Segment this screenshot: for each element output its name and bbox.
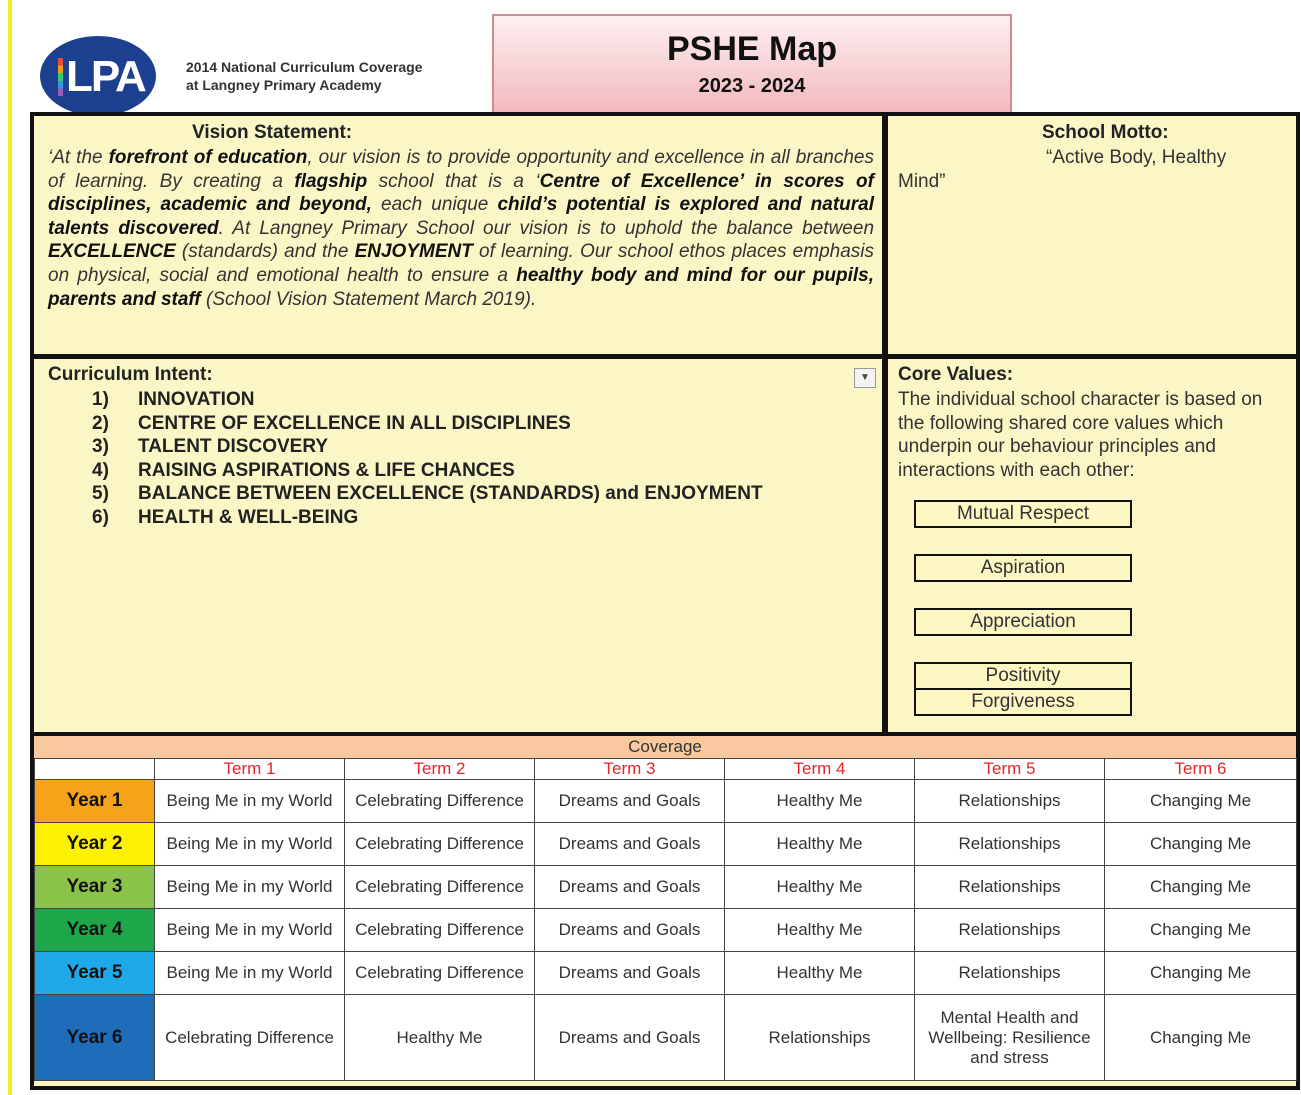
core-values-text: The individual school character is based on the following shared core values which underpin our behaviour principles and interactions with each other: (898, 389, 1263, 481)
divider (34, 354, 1296, 359)
table-row (35, 780, 1297, 823)
intent-item-number: 6) (92, 506, 109, 528)
value-box: Aspiration (914, 554, 1132, 582)
title-box (492, 14, 1012, 114)
vision-panel (36, 118, 882, 354)
topic-cell: Being Me in my World (155, 780, 345, 823)
topic-cell: Celebrating Difference (155, 995, 345, 1081)
topic-cell: Dreams and Goals (535, 909, 725, 952)
term-header: Term 6 (1105, 759, 1297, 780)
term-header: Term 5 (915, 759, 1105, 780)
value-box: Appreciation (914, 608, 1132, 636)
topic-cell: Celebrating Difference (345, 909, 535, 952)
coverage-body (35, 780, 1297, 1081)
intent-panel (36, 360, 882, 732)
table-row (35, 952, 1297, 995)
topic-cell: Dreams and Goals (535, 780, 725, 823)
topic-cell: Being Me in my World (155, 909, 345, 952)
map-frame (30, 112, 1300, 1090)
topic-cell: Healthy Me (725, 780, 915, 823)
motto-panel (890, 118, 1294, 354)
topic-cell: Changing Me (1105, 780, 1297, 823)
topic-cell: Healthy Me (345, 995, 535, 1081)
topic-cell: Celebrating Difference (345, 952, 535, 995)
topic-cell: Changing Me (1105, 823, 1297, 866)
topic-cell: Healthy Me (725, 952, 915, 995)
topic-cell: Celebrating Difference (345, 866, 535, 909)
logo-stripe (58, 58, 63, 96)
intent-item-number: 2) (92, 412, 109, 434)
intent-item-label: INNOVATION (138, 389, 255, 410)
term-header: Term 1 (155, 759, 345, 780)
value-box: Forgiveness (914, 688, 1132, 716)
topic-cell: Dreams and Goals (535, 952, 725, 995)
year-label: Year 4 (35, 909, 155, 952)
topic-cell: Being Me in my World (155, 823, 345, 866)
intent-item-number: 5) (92, 483, 109, 504)
topic-cell: Relationships (915, 780, 1105, 823)
intent-item-number: 4) (92, 459, 109, 481)
core-values-heading: Core Values: (898, 364, 1014, 385)
topic-cell: Celebrating Difference (345, 823, 535, 866)
intent-item-number: 1) (92, 389, 109, 410)
year-label: Year 1 (35, 780, 155, 823)
topic-cell: Healthy Me (725, 909, 915, 952)
logo-letters: LPA (66, 52, 145, 101)
chevron-down-icon[interactable]: ▼ (854, 368, 876, 388)
vision-heading: Vision Statement: (192, 122, 353, 143)
topic-cell: Being Me in my World (155, 866, 345, 909)
topic-cell: Being Me in my World (155, 952, 345, 995)
topic-cell: Relationships (915, 866, 1105, 909)
term-header-row (35, 759, 1297, 780)
table-row (35, 823, 1297, 866)
year-label: Year 5 (35, 952, 155, 995)
topic-cell: Dreams and Goals (535, 866, 725, 909)
topic-cell: Dreams and Goals (535, 823, 725, 866)
year-label: Year 6 (35, 995, 155, 1081)
table-row (35, 909, 1297, 952)
school-logo (40, 36, 156, 116)
motto-heading: School Motto: (1042, 122, 1169, 143)
topic-cell: Relationships (915, 909, 1105, 952)
topic-cell: Healthy Me (725, 823, 915, 866)
intent-item-number: 3) (92, 436, 109, 457)
term-header: Term 2 (345, 759, 535, 780)
term-header: Term 4 (725, 759, 915, 780)
topic-cell: Mental Health and Wellbeing: Resilience and stress (915, 995, 1105, 1081)
term-header-blank (35, 759, 155, 780)
year-label: Year 3 (35, 866, 155, 909)
intent-item-label: HEALTH & WELL-BEING (138, 506, 359, 528)
topic-cell: Relationships (915, 952, 1105, 995)
topic-cell: Changing Me (1105, 909, 1297, 952)
intent-heading: Curriculum Intent: (48, 364, 213, 385)
table-row (35, 995, 1297, 1081)
topic-cell: Changing Me (1105, 952, 1297, 995)
coverage-title-bar: Coverage (34, 736, 1296, 758)
coverage-title: 2014 National Curriculum Coverage at Langney Primary Academy (186, 59, 423, 93)
core-values-panel (890, 360, 1294, 732)
intent-item (92, 388, 792, 412)
divider (882, 116, 888, 736)
intent-item (92, 459, 792, 483)
page-title: PSHE Map (666, 30, 838, 68)
intent-item (92, 435, 792, 459)
vision-text: ‘At the forefront of education, our vision is to provide opportunity and excellence in all branches of learning. By creating a flagship school that is a ‘Centre of Excellence’ in scores of disciplines, academic and beyond, each unique child’s potential is explored and natural talents discovered. At Langney Primary School our vision is to uphold the balance between EXCELLENCE (standards) and the ENJOYMENT of learning. Our school ethos places emphasis on physical, social and emotional health to ensure a healthy body and mind for our pupils, parents and staff (School Vision Statement March 2019). (48, 147, 875, 310)
intent-item (92, 412, 792, 436)
topic-cell: Changing Me (1105, 866, 1297, 909)
value-box: Positivity (914, 662, 1132, 690)
topic-cell: Celebrating Difference (345, 780, 535, 823)
topic-cell: Dreams and Goals (535, 995, 725, 1081)
topic-cell: Relationships (915, 823, 1105, 866)
year-range: 2023 - 2024 (698, 75, 806, 97)
topic-cell: Healthy Me (725, 866, 915, 909)
topic-cell: Relationships (725, 995, 915, 1081)
topic-cell: Changing Me (1105, 995, 1297, 1081)
intent-list (92, 388, 792, 529)
year-label: Year 2 (35, 823, 155, 866)
margin-rule (8, 0, 12, 1095)
coverage-table (34, 758, 1297, 1081)
intent-item-label: RAISING ASPIRATIONS & LIFE CHANCES (138, 459, 515, 481)
intent-item-label: TALENT DISCOVERY (138, 436, 329, 457)
table-row (35, 866, 1297, 909)
term-header: Term 3 (535, 759, 725, 780)
intent-item-label: CENTRE OF EXCELLENCE IN ALL DISCIPLINES (138, 412, 571, 434)
value-box: Mutual Respect (914, 500, 1132, 528)
intent-item (92, 506, 792, 530)
intent-item-label: BALANCE BETWEEN EXCELLENCE (STANDARDS) and ENJOYMENT (138, 483, 763, 504)
intent-item (92, 482, 792, 506)
motto-text: “Active Body, Healthy Mind” (898, 147, 1227, 192)
